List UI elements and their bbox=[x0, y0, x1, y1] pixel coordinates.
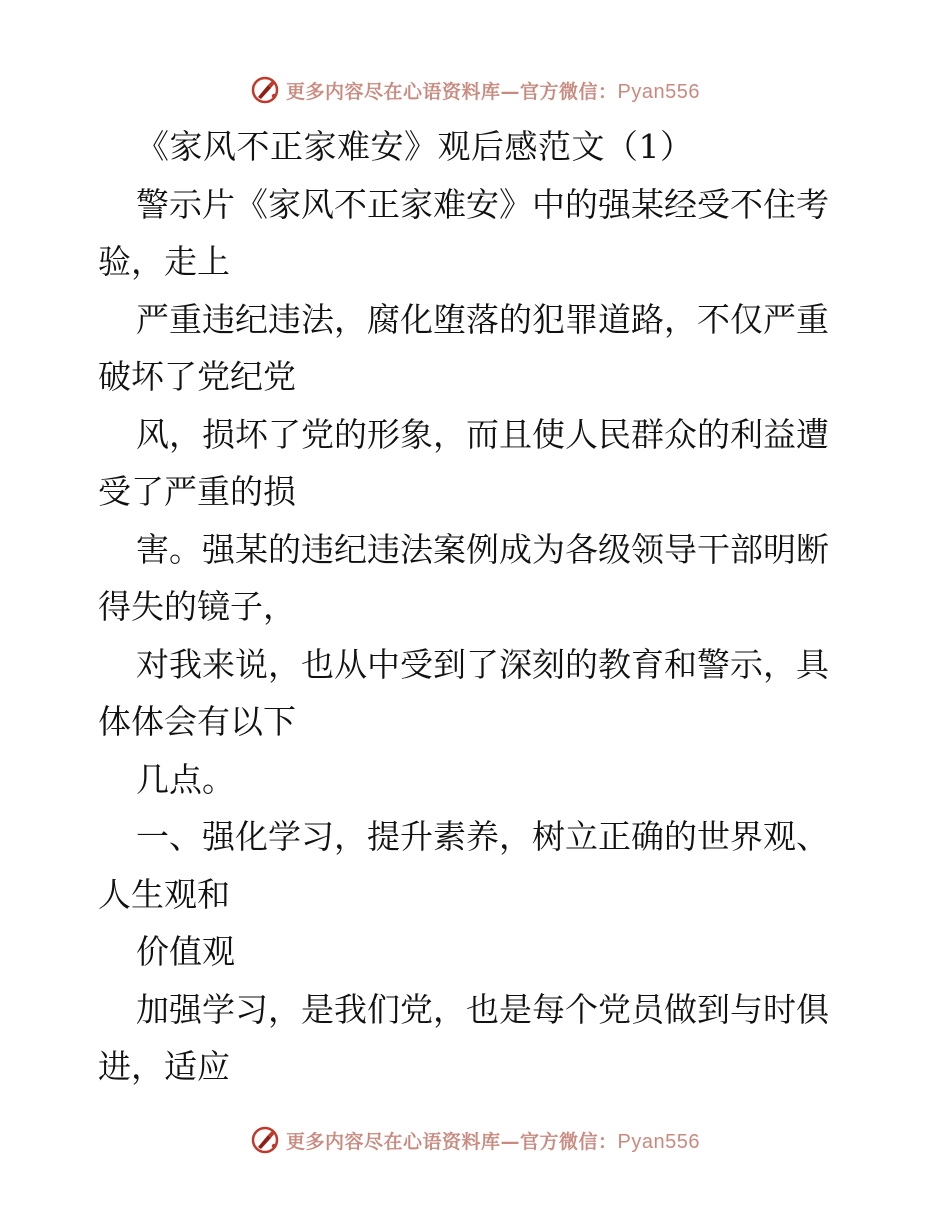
pen-logo-icon bbox=[250, 1125, 280, 1155]
header-banner-text bbox=[286, 77, 700, 104]
footer-banner bbox=[0, 1120, 950, 1160]
section-heading-cont: 价值观 bbox=[136, 932, 235, 971]
paragraph-line: 得失的镜子， bbox=[98, 587, 296, 626]
document-body bbox=[98, 118, 858, 1096]
section-heading: 一、强化学习，提升素养，树立正确的世界观、 bbox=[136, 817, 829, 856]
paragraph-line: 验，走上 bbox=[98, 242, 230, 281]
pen-logo-icon bbox=[250, 75, 280, 105]
section-heading-cont: 人生观和 bbox=[98, 874, 230, 914]
footer-banner-cn: 更多内容尽在心语资料库—官方微信： bbox=[286, 1130, 618, 1153]
paragraph-line: 受了严重的损 bbox=[98, 472, 296, 511]
header-banner-cn: 更多内容尽在心语资料库—官方微信： bbox=[286, 80, 618, 103]
paragraph-line: 进，适应 bbox=[98, 1047, 230, 1086]
paragraph-line: 对我来说，也从中受到了深刻的教育和警示，具 bbox=[136, 644, 829, 684]
paragraph-line: 加强学习，是我们党，也是每个党员做到与时俱 bbox=[136, 989, 829, 1029]
footer-banner-text bbox=[286, 1127, 700, 1154]
paragraph-line: 破坏了党纪党 bbox=[98, 357, 296, 396]
paragraph-line: 警示片《家风不正家难安》中的强某经受不住考 bbox=[136, 184, 829, 224]
footer-banner-id: Pyan556 bbox=[617, 1130, 700, 1153]
header-banner bbox=[0, 70, 950, 110]
paragraph-line: 风，损坏了党的形象，而且使人民群众的利益遭 bbox=[136, 414, 829, 454]
header-banner-id: Pyan556 bbox=[617, 80, 700, 103]
paragraph-line: 害。强某的违纪违法案例成为各级领导干部明断 bbox=[136, 529, 829, 569]
paragraph-line: 体体会有以下 bbox=[98, 702, 296, 741]
document-title: 《家风不正家难安》观后感范文（1） bbox=[136, 127, 694, 166]
paragraph-line: 几点。 bbox=[136, 759, 235, 799]
paragraph-line: 严重违纪违法，腐化堕落的犯罪道路，不仅严重 bbox=[136, 299, 829, 339]
